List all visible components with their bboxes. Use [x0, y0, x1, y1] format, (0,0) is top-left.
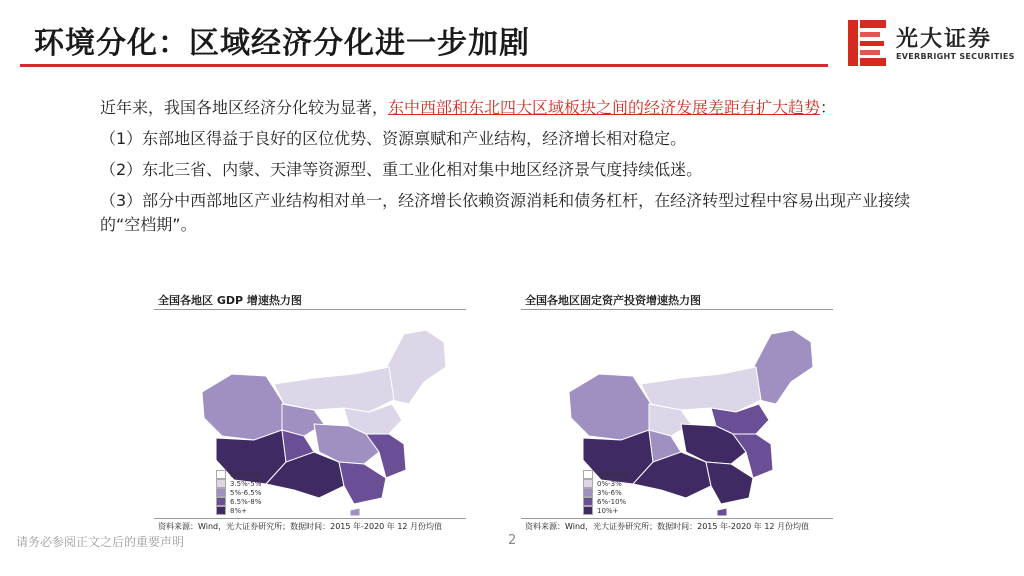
legend-item — [216, 497, 261, 506]
intro-highlight: 东中西部和东北四大区域板块之间的经济发展差距有扩大趋势 — [388, 98, 821, 117]
legend-item — [216, 479, 261, 488]
legend-swatch — [583, 497, 593, 506]
title-divider — [20, 64, 828, 67]
legend-swatch — [583, 488, 593, 497]
map-region-hainan — [717, 508, 727, 516]
brand-logo — [848, 20, 1018, 70]
intro-colon: ： — [820, 98, 837, 117]
legend-item — [216, 506, 261, 515]
disclaimer-note: 请务必参阅正文之后的重要声明 — [16, 535, 185, 549]
map-region-hainan — [350, 508, 360, 516]
legend-label: 8%+ — [230, 506, 247, 515]
panel-bottom-rule — [154, 518, 466, 519]
page-number: 2 — [508, 533, 517, 548]
gdp-map-title: 全国各地区 GDP 增速热力图 — [158, 294, 302, 307]
investment-china-map — [521, 312, 833, 518]
map-region-inner-mongolia — [641, 367, 761, 412]
gdp-china-map — [154, 312, 466, 518]
legend-swatch — [583, 479, 593, 488]
map-region-south — [706, 462, 753, 504]
intro-text: 近年来，我国各地区经济分化较为显著， — [100, 98, 389, 117]
logo-chinese-name: 光大证券 — [896, 27, 993, 52]
map-region-south — [339, 462, 386, 504]
gdp-map-legend — [216, 470, 261, 515]
legend-swatch — [216, 506, 226, 515]
legend-label: 5%-6.5% — [230, 488, 262, 497]
legend-label: 3%-6% — [597, 488, 622, 497]
map-region-xinjiang — [569, 374, 651, 440]
legend-swatch — [216, 488, 226, 497]
legend-item — [583, 506, 629, 515]
legend-label: 0%-3% — [597, 479, 622, 488]
everbright-logo-icon — [848, 20, 888, 66]
legend-swatch — [583, 470, 593, 479]
legend-label: 6.5%-8% — [230, 497, 262, 506]
legend-label: 0%-3.5% — [230, 470, 262, 479]
intro-paragraph — [100, 96, 920, 120]
gdp-map-source: 资料来源：Wind，光大证券研究所；数据时间：2015 年-2020 年 12 月份均值 — [158, 522, 443, 531]
investment-map-title: 全国各地区固定资产投资增速热力图 — [525, 294, 701, 307]
point-1: （1）东部地区得益于良好的区位优势、资源禀赋和产业结构，经济增长相对稳定。 — [100, 129, 687, 148]
legend-item — [583, 488, 629, 497]
investment-heatmap-panel — [521, 290, 833, 536]
legend-item — [216, 488, 261, 497]
slide-title: 环境分化：区域经济分化进一步加剧 — [34, 26, 530, 61]
legend-item — [583, 479, 629, 488]
legend-swatch — [583, 506, 593, 515]
legend-label: 6%-10% — [597, 497, 627, 506]
map-region-inner-mongolia — [274, 367, 394, 412]
gdp-heatmap-panel — [154, 290, 466, 536]
point-2: （2）东北三省、内蒙、天津等资源型、重工业化相对集中地区经济景气度持续低迷。 — [100, 160, 703, 179]
legend-swatch — [216, 479, 226, 488]
legend-item — [216, 470, 261, 479]
legend-label: 3.5%-5% — [230, 479, 262, 488]
logo-english-name: EVERBRIGHT SECURITIES — [896, 52, 1015, 61]
legend-item — [583, 470, 629, 479]
legend-item — [583, 497, 629, 506]
panel-bottom-rule — [521, 518, 833, 519]
panel-top-rule — [521, 309, 833, 310]
legend-swatch — [216, 470, 226, 479]
investment-map-legend — [583, 470, 629, 515]
legend-label: -15%-0% — [597, 470, 629, 479]
panel-top-rule — [154, 309, 466, 310]
legend-swatch — [216, 497, 226, 506]
map-region-xinjiang — [202, 374, 284, 440]
investment-map-source: 资料来源：Wind，光大证券研究所；数据时间：2015 年-2020 年 12 月份均值 — [525, 522, 810, 531]
legend-label: 10%+ — [597, 506, 619, 515]
body-text — [100, 96, 920, 244]
point-3: （3）部分中西部地区产业结构相对单一，经济增长依赖资源消耗和债务杠杆，在经济转型过程中容易出现产业接续的“空档期”。 — [100, 191, 911, 234]
